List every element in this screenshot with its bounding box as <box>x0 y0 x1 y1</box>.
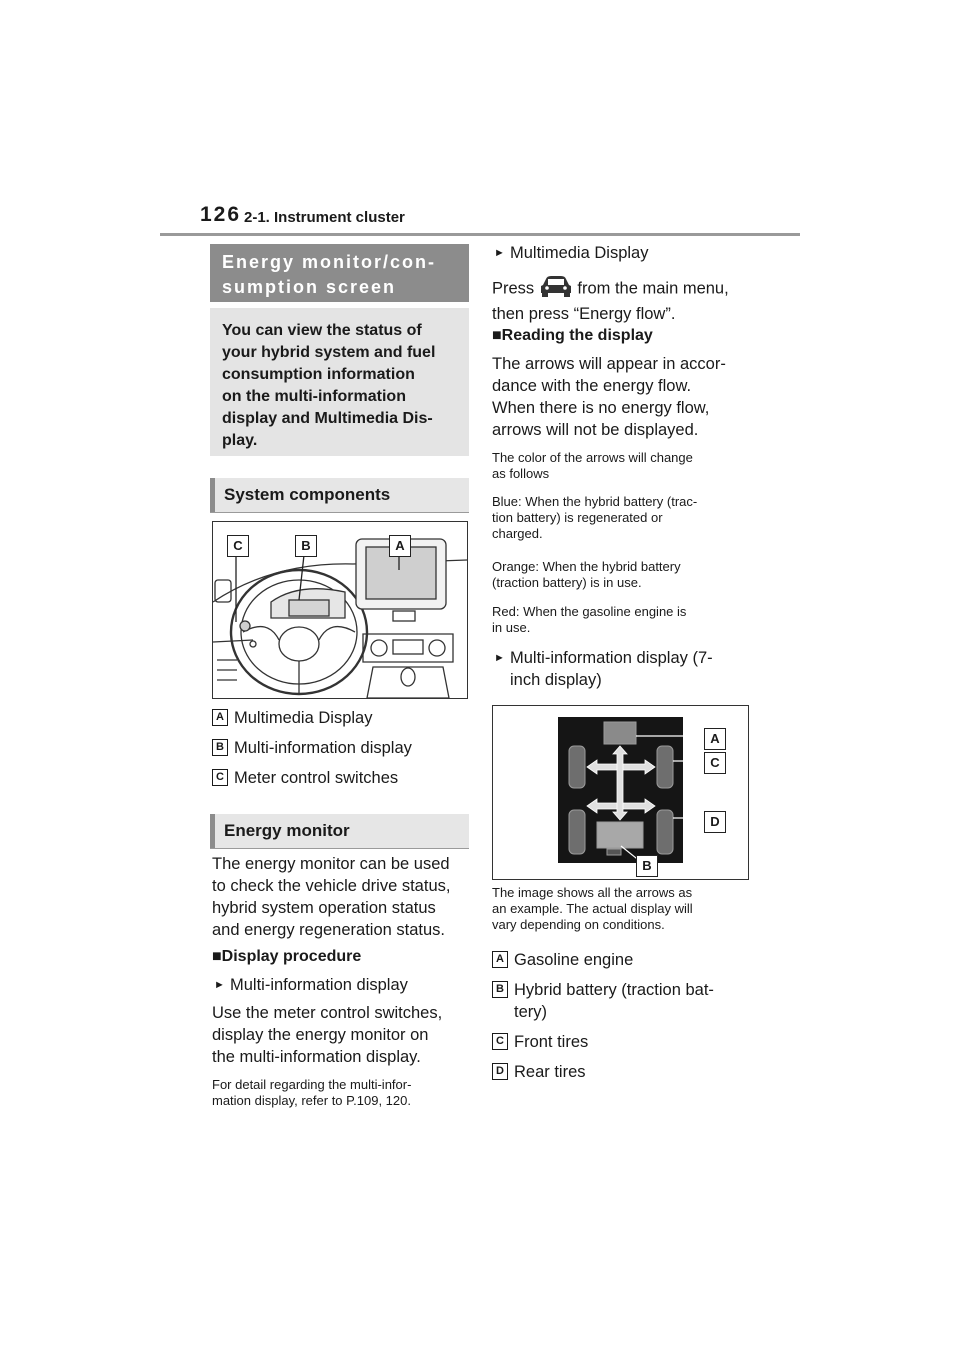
text-line: vary depending on conditions. <box>492 917 665 932</box>
component-label: Multi-information display <box>234 739 412 757</box>
title-line: Energy monitor/con- <box>222 252 437 272</box>
text-line: The energy monitor can be used <box>212 855 450 873</box>
energy-flow-figure <box>492 705 749 880</box>
legend-label: Gasoline engine <box>514 951 634 969</box>
text-line: and energy regeneration status. <box>212 921 445 939</box>
color-note <box>492 450 762 482</box>
item-label <box>510 647 713 691</box>
text-line: inch display) <box>510 671 602 689</box>
figure-label-b: B <box>295 535 317 557</box>
dashboard-illustration <box>213 522 467 698</box>
energy-monitor-heading: Energy monitor <box>210 814 469 848</box>
detail-note <box>212 1077 472 1109</box>
component-label: Meter control switches <box>234 769 399 787</box>
figure-label-a: A <box>704 728 726 750</box>
reading-display-heading: ■Reading the display <box>492 327 653 344</box>
text-line: then press “Energy flow”. <box>492 305 676 323</box>
tag-a: A <box>492 951 508 968</box>
press-instruction <box>492 275 762 325</box>
lead-summary <box>210 308 469 456</box>
lead-line: on the multi-information <box>222 388 406 405</box>
tag-d: D <box>492 1063 508 1080</box>
tag-c: C <box>212 769 228 786</box>
legend-item <box>492 1031 588 1053</box>
text-line: charged. <box>492 526 543 541</box>
text-line: When there is no energy flow, <box>492 399 710 417</box>
tag-b: B <box>492 981 508 998</box>
multi-information-display-item <box>494 647 713 691</box>
component-item <box>212 707 372 729</box>
procedure-instructions <box>212 1002 472 1068</box>
text-line: Hybrid battery (traction bat- <box>514 981 714 999</box>
arrows-description <box>492 353 762 441</box>
text-line: the multi-information display. <box>212 1048 421 1066</box>
figure-label-c: C <box>704 752 726 774</box>
header-divider <box>160 233 800 236</box>
text-line: in use. <box>492 620 531 635</box>
text-line: tion battery) is regenerated or <box>492 510 663 525</box>
legend-item <box>492 979 714 1023</box>
tag-a: A <box>212 709 228 726</box>
text-line: The color of the arrows will change <box>492 450 693 465</box>
car-icon <box>539 275 573 303</box>
figure-label-a: A <box>389 535 411 557</box>
text-line: dance with the energy flow. <box>492 377 692 395</box>
triangle-bullet-icon: ► <box>214 979 225 991</box>
title-line: sumption screen <box>222 277 397 297</box>
lead-line: play. <box>222 432 258 449</box>
figure-caption <box>492 885 762 933</box>
legend-label <box>514 979 714 1023</box>
text-line: Blue: When the hybrid battery (trac- <box>492 494 698 509</box>
blue-note <box>492 494 762 542</box>
text-line: Red: When the gasoline engine is <box>492 604 687 619</box>
text-fragment: from the main menu, <box>577 279 729 298</box>
text-line: arrows will not be displayed. <box>492 421 699 439</box>
red-note <box>492 604 762 636</box>
text-line: (traction battery) is in use. <box>492 575 642 590</box>
section-title: 2-1. Instrument cluster <box>244 209 405 226</box>
text-line: Multi-information display (7- <box>510 649 713 667</box>
lead-line: You can view the status of <box>222 322 422 339</box>
text-line: mation display, refer to P.109, 120. <box>212 1093 411 1108</box>
triangle-bullet-icon: ► <box>494 652 505 664</box>
text-line: tery) <box>514 1003 547 1021</box>
component-label: Multimedia Display <box>234 709 373 727</box>
legend-label: Rear tires <box>514 1063 586 1081</box>
text-line: Orange: When the hybrid battery <box>492 559 681 574</box>
component-item <box>212 767 398 789</box>
system-components-heading: System components <box>210 478 469 512</box>
orange-note <box>492 559 762 591</box>
text-line: Use the meter control switches, <box>212 1004 443 1022</box>
figure-label-c: C <box>227 535 249 557</box>
tag-b: B <box>212 739 228 756</box>
item-label: Multimedia Display <box>510 244 649 262</box>
page-number: 126 <box>200 203 242 226</box>
text-line: display the energy monitor on <box>212 1026 429 1044</box>
lead-line: display and Multimedia Dis- <box>222 410 433 427</box>
legend-item <box>492 1061 586 1083</box>
text-line: as follows <box>492 466 550 481</box>
energy-monitor-consumption-title <box>210 244 469 302</box>
text-line: For detail regarding the multi-infor- <box>212 1077 412 1092</box>
figure-label-b: B <box>636 855 658 877</box>
component-item <box>212 737 412 759</box>
text-line: hybrid system operation status <box>212 899 436 917</box>
text-line: an example. The actual display will <box>492 901 693 916</box>
text-fragment: Press <box>492 279 535 298</box>
legend-item <box>492 949 633 971</box>
heading-rule <box>210 512 469 513</box>
lead-line: your hybrid system and fuel <box>222 344 436 361</box>
energy-monitor-description <box>212 853 472 941</box>
multimedia-display-item <box>494 242 648 264</box>
heading-rule <box>210 848 469 849</box>
procedure-item <box>214 974 408 996</box>
legend-label: Front tires <box>514 1033 589 1051</box>
text-line: The arrows will appear in accor- <box>492 355 726 373</box>
lead-line: consumption information <box>222 366 415 383</box>
figure-label-d: D <box>704 811 726 833</box>
display-procedure-heading: ■Display procedure <box>212 948 362 965</box>
dashboard-figure <box>212 521 468 699</box>
text-line: The image shows all the arrows as <box>492 885 693 900</box>
text-line: to check the vehicle drive status, <box>212 877 451 895</box>
item-label: Multi-information display <box>230 976 408 994</box>
tag-c: C <box>492 1033 508 1050</box>
triangle-bullet-icon: ► <box>494 247 505 259</box>
